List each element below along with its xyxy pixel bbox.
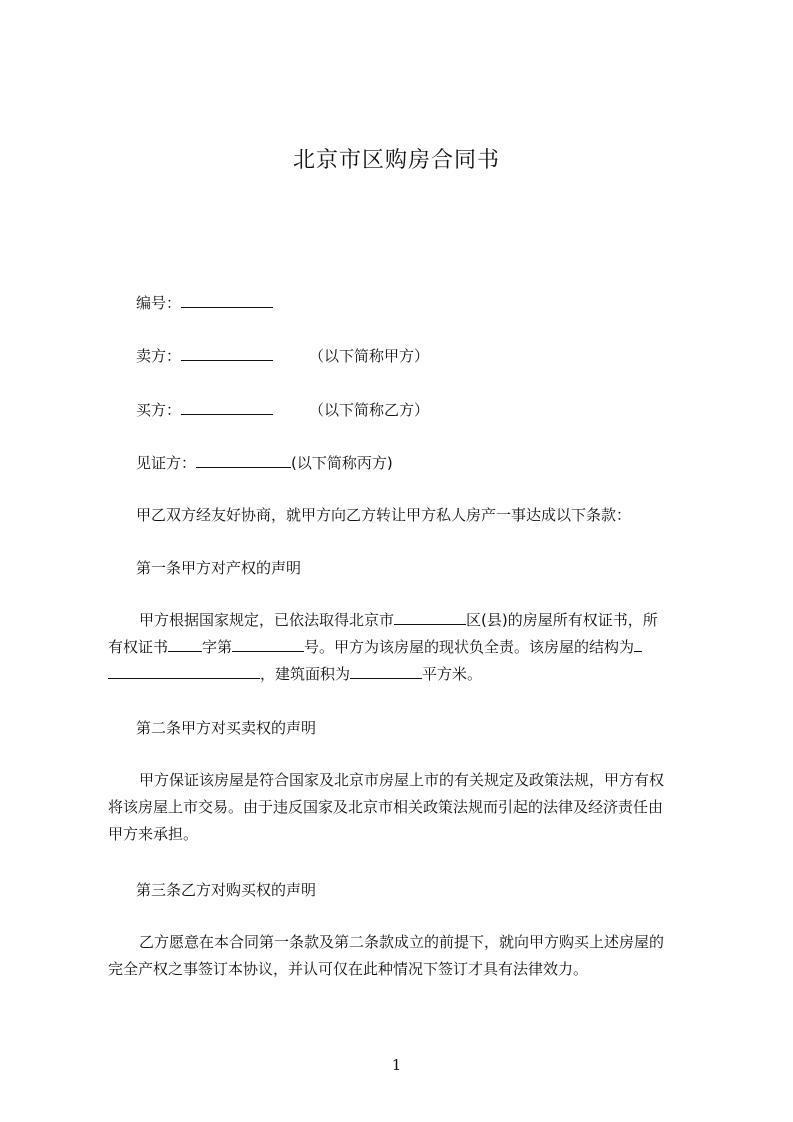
seller-label: 卖方：	[136, 347, 182, 365]
article3-body	[108, 929, 664, 983]
article3-line2: 完全产权之事签订本协议，并认可仅在此种情况下签订才具有法律效力。	[108, 960, 589, 978]
page-number: 1	[391, 1056, 402, 1074]
article3-line1: 乙方愿意在本合同第一条款及第二条款成立的前提下，就向甲方购买上述房屋的	[139, 933, 665, 951]
article1-l3-text-b: 平方米。	[422, 665, 483, 683]
article1-l2-text-b: 字第	[202, 638, 233, 656]
article1-l2-text-c: 号。甲方为该房屋的现状负全责。该房屋的结构为	[304, 638, 635, 656]
structure-blank[interactable]	[108, 663, 260, 679]
article1-l2-text-a: 有权证书	[108, 638, 169, 656]
article1-l1-text-b: 区(县)的房屋所有权证书，所	[466, 611, 658, 629]
buyer-label: 买方：	[136, 401, 182, 419]
area-blank[interactable]	[350, 663, 422, 679]
number-blank[interactable]	[181, 292, 273, 308]
witness-label: 见证方：	[136, 454, 197, 472]
structure-blank-start[interactable]	[634, 636, 642, 652]
intro-paragraph: 甲乙双方经友好协商，就甲方向乙方转让甲方私人房产一事达成以下条款：	[136, 506, 632, 524]
article1-line2	[108, 634, 658, 661]
witness-field	[136, 452, 393, 473]
article2-heading: 第二条甲方对买卖权的声明	[136, 719, 317, 737]
witness-blank[interactable]	[196, 452, 291, 468]
certificate-number-blank[interactable]	[232, 636, 304, 652]
seller-blank[interactable]	[181, 345, 273, 361]
number-field	[136, 292, 273, 313]
article3-heading: 第三条乙方对购买权的声明	[136, 881, 317, 899]
article2-line2: 将该房屋上市交易。由于违反国家及北京市相关政策法规而引起的法律及经济责任由	[108, 798, 664, 816]
district-blank[interactable]	[394, 609, 466, 625]
article1-body	[108, 607, 658, 688]
article2-body	[108, 767, 664, 848]
certificate-prefix-blank[interactable]	[168, 636, 202, 652]
seller-field	[136, 345, 429, 366]
buyer-note: （以下简称乙方）	[309, 401, 430, 419]
article2-line1: 甲方保证该房屋是符合国家及北京市房屋上市的有关规定及政策法规，甲方有权	[139, 771, 665, 789]
seller-note: （以下简称甲方）	[309, 347, 430, 365]
document-title: 北京市区购房合同书	[292, 148, 500, 173]
buyer-field	[136, 399, 429, 420]
article1-line3	[108, 661, 658, 688]
article1-l3-text-a: ，建筑面积为	[260, 665, 351, 683]
number-label: 编号：	[136, 294, 182, 312]
article2-line3: 甲方来承担。	[108, 825, 199, 843]
article1-l1-text-a: 甲方根据国家规定，已依法取得北京市	[139, 611, 395, 629]
buyer-blank[interactable]	[181, 399, 273, 415]
article1-heading: 第一条甲方对产权的声明	[136, 559, 302, 577]
article1-line1	[136, 607, 658, 634]
witness-note: (以下简称丙方)	[291, 454, 393, 472]
